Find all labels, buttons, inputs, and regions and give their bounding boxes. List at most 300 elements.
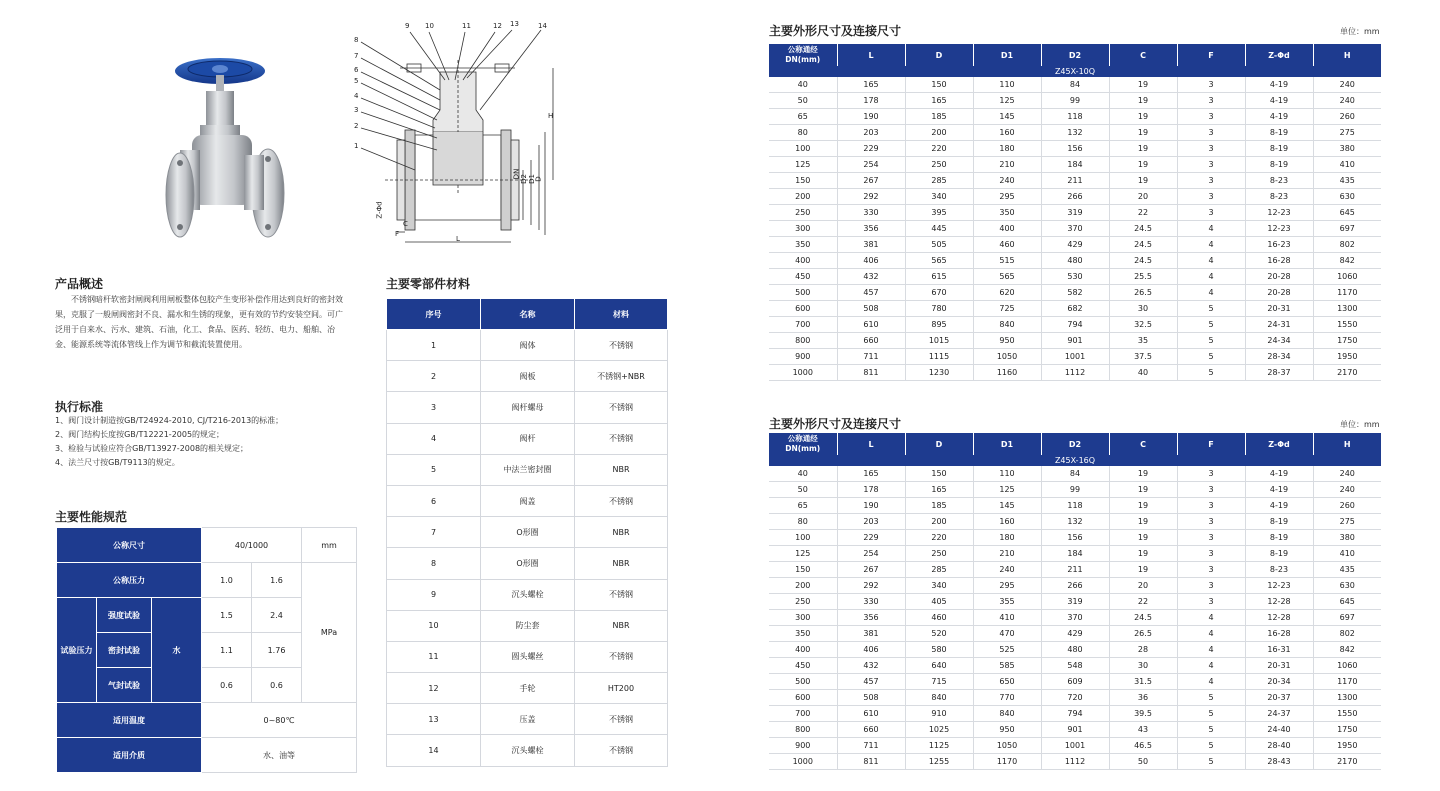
standards-list	[55, 414, 360, 470]
dim-cell: 660	[837, 333, 905, 349]
table-row	[769, 205, 1381, 221]
dim-header-cell: F	[1177, 44, 1245, 66]
dim-cell: 3	[1177, 514, 1245, 530]
callout-1: 1	[354, 142, 359, 150]
dim-cell: 26.5	[1109, 626, 1177, 642]
parts-cell-no: 9	[387, 579, 481, 610]
dim-cell: 19	[1109, 482, 1177, 498]
dim-cell: 125	[769, 157, 837, 173]
dim-cell: 5	[1177, 333, 1245, 349]
dim-cell: 3	[1177, 546, 1245, 562]
dim-cell: 12-23	[1245, 578, 1313, 594]
dim-cell: 22	[1109, 594, 1177, 610]
parts-cell-name: 阀板	[481, 361, 575, 392]
dim-cell: 350	[973, 205, 1041, 221]
dim-cell: 445	[905, 221, 973, 237]
dim-cell: 3	[1177, 125, 1245, 141]
dim-cell: 4	[1177, 642, 1245, 658]
dim-cell: 40	[769, 466, 837, 482]
dim-cell: 1160	[973, 365, 1041, 381]
dim-cell: 406	[837, 642, 905, 658]
dim-cell: 28-43	[1245, 754, 1313, 770]
dim-cell: 200	[905, 125, 973, 141]
dim-header-cell: Z-Φd	[1245, 433, 1313, 455]
dim-header-cell: C	[1109, 433, 1177, 455]
dim-cell: 5	[1177, 317, 1245, 333]
dim-cell: 250	[769, 594, 837, 610]
dim-cell: 39.5	[1109, 706, 1177, 722]
table-row	[769, 626, 1381, 642]
standard-item-4: 4、法兰尺寸按GB/T9113的规定。	[55, 458, 180, 467]
dim-cell: 50	[1109, 754, 1177, 770]
perf-temp-label: 适用温度	[57, 703, 202, 738]
dim-cell: 508	[837, 301, 905, 317]
dim-cell: 1255	[905, 754, 973, 770]
dim-cell: 460	[905, 610, 973, 626]
parts-cell-no: 2	[387, 361, 481, 392]
dim-cell: 370	[1041, 221, 1109, 237]
dim-cell: 24-40	[1245, 722, 1313, 738]
parts-cell-no: 11	[387, 641, 481, 672]
dim-cell: 40	[1109, 365, 1177, 381]
dim-cell: 132	[1041, 125, 1109, 141]
dim-cell: 110	[973, 77, 1041, 93]
callout-7: 7	[354, 52, 359, 60]
dim-cell: 4	[1177, 269, 1245, 285]
table-row	[769, 498, 1381, 514]
perf-air-a: 0.6	[202, 668, 252, 703]
dim-cell: 4-19	[1245, 109, 1313, 125]
dim-cell: 2170	[1313, 365, 1381, 381]
dim-cell: 100	[769, 530, 837, 546]
parts-cell-material: 不锈钢	[575, 423, 668, 454]
dim-cell: 19	[1109, 77, 1177, 93]
dim-cell: 700	[769, 706, 837, 722]
dim-cell: 19	[1109, 157, 1177, 173]
dim-cell: 30	[1109, 658, 1177, 674]
perf-strength-b: 2.4	[252, 598, 302, 633]
dim-cell: 780	[905, 301, 973, 317]
dim-cell: 4	[1177, 285, 1245, 301]
dim-cell: 470	[973, 626, 1041, 642]
dim-cell: 670	[905, 285, 973, 301]
perf-test-pressure-label: 试验压力	[57, 598, 97, 703]
dim-cell: 19	[1109, 546, 1177, 562]
dim-cell: 250	[905, 546, 973, 562]
dim-header-cell: D1	[973, 433, 1041, 455]
callout-11: 11	[462, 22, 471, 30]
dim-cell: 132	[1041, 514, 1109, 530]
dim-cell: 395	[905, 205, 973, 221]
table-row	[769, 317, 1381, 333]
dim-cell: 725	[973, 301, 1041, 317]
dim-cell: 267	[837, 562, 905, 578]
dim-cell: 165	[905, 482, 973, 498]
dim-cell: 330	[837, 205, 905, 221]
dim-cell: 450	[769, 658, 837, 674]
dim-table-2-unit: 单位：mm	[1340, 420, 1380, 429]
dim-cell: 3	[1177, 93, 1245, 109]
parts-cell-name: 防尘套	[481, 610, 575, 641]
dim-cell: 165	[837, 77, 905, 93]
table-row	[769, 285, 1381, 301]
table-row	[769, 546, 1381, 562]
parts-cell-name: 沉头螺栓	[481, 735, 575, 766]
dim-cell: 1060	[1313, 269, 1381, 285]
perf-temp-value: 0~80℃	[202, 703, 357, 738]
perf-strength-test: 强度试验	[97, 598, 152, 633]
parts-cell-name: O形圈	[481, 548, 575, 579]
dim-cell: 260	[1313, 109, 1381, 125]
dim-cell: 99	[1041, 482, 1109, 498]
standard-item-1: 1、阀门设计制造按GB/T24924-2010, CJ/T216-2013的标准；	[55, 416, 284, 425]
dim-cell: 19	[1109, 530, 1177, 546]
dim-cell: 4	[1177, 253, 1245, 269]
dim-cell: 16-28	[1245, 626, 1313, 642]
overview-line-2: 果，克服了一般闸阀密封不良、漏水和生锈的现象，更有效的节约安装空间。可广	[55, 310, 343, 319]
dim-cell: 585	[973, 658, 1041, 674]
dim-cell: 901	[1041, 722, 1109, 738]
table-row	[769, 237, 1381, 253]
dim-cell: 711	[837, 738, 905, 754]
parts-cell-no: 14	[387, 735, 481, 766]
table-row	[769, 173, 1381, 189]
dim-cell: 410	[973, 610, 1041, 626]
dim-cell: 525	[973, 642, 1041, 658]
parts-cell-material: 不锈钢	[575, 579, 668, 610]
dim-cell: 548	[1041, 658, 1109, 674]
dim-header-cell: 公称通经 DN(mm)	[769, 433, 837, 455]
dim-cell: 20-28	[1245, 285, 1313, 301]
parts-cell-name: 阀杆	[481, 423, 575, 454]
dim-cell: 110	[973, 466, 1041, 482]
dim-cell: 582	[1041, 285, 1109, 301]
perf-nominal-pressure-label: 公称压力	[57, 563, 202, 598]
dim-cell: 145	[973, 498, 1041, 514]
dim-cell: 1025	[905, 722, 973, 738]
dim-cell: 28	[1109, 642, 1177, 658]
dim-cell: 620	[973, 285, 1041, 301]
dim-cell: 802	[1313, 237, 1381, 253]
dim-cell: 900	[769, 738, 837, 754]
table-row	[387, 579, 668, 610]
dim-cell: 697	[1313, 221, 1381, 237]
dim-cell: 150	[905, 77, 973, 93]
dim-cell: 3	[1177, 482, 1245, 498]
overview-text	[55, 292, 360, 352]
table-row	[387, 392, 668, 423]
dim-cell: 190	[837, 498, 905, 514]
dim-cell: 4-19	[1245, 466, 1313, 482]
dim-cell: 3	[1177, 189, 1245, 205]
dim-cell: 240	[973, 173, 1041, 189]
dim-cell: 1750	[1313, 333, 1381, 349]
dim-cell: 910	[905, 706, 973, 722]
dim-cell: 900	[769, 349, 837, 365]
dim-cell: 3	[1177, 562, 1245, 578]
dim-cell: 600	[769, 690, 837, 706]
dim-cell: 185	[905, 109, 973, 125]
dim-cell: 24.5	[1109, 253, 1177, 269]
dim-cell: 32.5	[1109, 317, 1177, 333]
dim-cell: 1112	[1041, 754, 1109, 770]
table-row	[769, 530, 1381, 546]
dim-header-row	[769, 433, 1381, 455]
performance-table	[56, 527, 357, 773]
dim-cell: 19	[1109, 466, 1177, 482]
dim-cell: 125	[769, 546, 837, 562]
dim-cell: 457	[837, 674, 905, 690]
table-row	[769, 125, 1381, 141]
dim-cell: 295	[973, 578, 1041, 594]
dim-cell: 24.5	[1109, 221, 1177, 237]
dim-cell: 1230	[905, 365, 973, 381]
table-row	[769, 333, 1381, 349]
parts-title: 主要零部件材料	[386, 277, 471, 291]
dim-cell: 12-23	[1245, 205, 1313, 221]
dim-cell: 12-28	[1245, 594, 1313, 610]
callout-4: 4	[354, 92, 359, 100]
parts-cell-name: 手轮	[481, 673, 575, 704]
dim-cell: 145	[973, 109, 1041, 125]
dim-label-h: H	[548, 112, 554, 120]
dim-cell: 480	[1041, 253, 1109, 269]
parts-cell-no: 10	[387, 610, 481, 641]
dim-cell: 340	[905, 189, 973, 205]
dim-cell: 1550	[1313, 706, 1381, 722]
dim-cell: 410	[1313, 157, 1381, 173]
dim-cell: 266	[1041, 578, 1109, 594]
dim-cell: 275	[1313, 514, 1381, 530]
table-row	[387, 454, 668, 485]
dim-cell: 150	[905, 466, 973, 482]
dim-cell: 842	[1313, 253, 1381, 269]
dim-model-label: Z45X-16Q	[769, 455, 1381, 466]
table-row	[769, 77, 1381, 93]
dim-cell: 565	[973, 269, 1041, 285]
dim-cell: 180	[973, 530, 1041, 546]
perf-media-value: 水、油等	[202, 738, 357, 773]
dim-cell: 515	[973, 253, 1041, 269]
dim-cell: 400	[973, 221, 1041, 237]
dim-header-cell: H	[1313, 433, 1381, 455]
dim-cell: 435	[1313, 562, 1381, 578]
table-row	[769, 189, 1381, 205]
perf-unit-mm: mm	[302, 528, 357, 563]
dim-cell: 1170	[1313, 285, 1381, 301]
dim-cell: 1170	[1313, 674, 1381, 690]
dim-cell: 80	[769, 514, 837, 530]
dim-cell: 530	[1041, 269, 1109, 285]
dim-cell: 35	[1109, 333, 1177, 349]
parts-cell-no: 7	[387, 517, 481, 548]
overview-line-4: 金、能源系统等流体管线上作为调节和截流装置使用。	[55, 340, 247, 349]
dim-cell: 24.5	[1109, 237, 1177, 253]
dim-table-1-title: 主要外形尺寸及连接尺寸	[769, 24, 902, 38]
parts-header-material: 材料	[575, 299, 668, 330]
perf-air-test: 气封试验	[97, 668, 152, 703]
perf-pressure-b: 1.6	[252, 563, 302, 598]
table-row	[769, 141, 1381, 157]
parts-cell-material: 不锈钢	[575, 704, 668, 735]
parts-cell-material: NBR	[575, 548, 668, 579]
table-row	[769, 642, 1381, 658]
dim-cell: 254	[837, 546, 905, 562]
dim-cell: 8-19	[1245, 125, 1313, 141]
table-row	[769, 365, 1381, 381]
dim-cell: 210	[973, 157, 1041, 173]
parts-cell-no: 12	[387, 673, 481, 704]
dim-cell: 150	[769, 173, 837, 189]
dim-cell: 165	[837, 466, 905, 482]
dim-cell: 460	[973, 237, 1041, 253]
parts-cell-name: 中法兰密封圈	[481, 454, 575, 485]
dim-cell: 4	[1177, 237, 1245, 253]
dim-cell: 3	[1177, 530, 1245, 546]
dim-cell: 5	[1177, 754, 1245, 770]
dim-cell: 600	[769, 301, 837, 317]
dim-cell: 794	[1041, 706, 1109, 722]
dim-cell: 1112	[1041, 365, 1109, 381]
dim-cell: 630	[1313, 578, 1381, 594]
dim-cell: 65	[769, 109, 837, 125]
dim-cell: 630	[1313, 189, 1381, 205]
dim-cell: 28-40	[1245, 738, 1313, 754]
overview-line-3: 泛用于自来水、污水、建筑、石油，化工、食品、医药、轻纺、电力、船舶、冶	[55, 325, 335, 334]
dim-cell: 319	[1041, 594, 1109, 610]
dim-cell: 340	[905, 578, 973, 594]
parts-cell-no: 5	[387, 454, 481, 485]
dim-cell: 682	[1041, 301, 1109, 317]
parts-cell-name: O形圈	[481, 517, 575, 548]
dim-cell: 3	[1177, 498, 1245, 514]
dim-cell: 697	[1313, 610, 1381, 626]
callout-5: 5	[354, 77, 359, 85]
table-row	[769, 562, 1381, 578]
callout-3: 3	[354, 106, 359, 114]
dim-cell: 842	[1313, 642, 1381, 658]
dim-cell: 609	[1041, 674, 1109, 690]
dim-cell: 480	[1041, 642, 1109, 658]
dim-cell: 292	[837, 578, 905, 594]
dim-cell: 450	[769, 269, 837, 285]
parts-cell-no: 4	[387, 423, 481, 454]
dim-cell: 20-34	[1245, 674, 1313, 690]
standards-title: 执行标准	[55, 400, 104, 414]
dim-cell: 19	[1109, 514, 1177, 530]
dim-cell: 20	[1109, 578, 1177, 594]
dim-cell: 432	[837, 658, 905, 674]
dim-cell: 100	[769, 141, 837, 157]
perf-pressure-a: 1.0	[202, 563, 252, 598]
dim-cell: 24.5	[1109, 610, 1177, 626]
dim-cell: 1300	[1313, 690, 1381, 706]
dim-cell: 24-37	[1245, 706, 1313, 722]
dim-cell: 505	[905, 237, 973, 253]
table-row	[769, 594, 1381, 610]
dim-cell: 5	[1177, 301, 1245, 317]
table-row	[769, 738, 1381, 754]
parts-cell-material: 不锈钢	[575, 735, 668, 766]
dim-cell: 500	[769, 285, 837, 301]
table-row	[387, 735, 668, 766]
dim-label-d1: D1	[527, 174, 536, 184]
dim-cell: 410	[1313, 546, 1381, 562]
dim-cell: 30	[1109, 301, 1177, 317]
parts-header-no: 序号	[387, 299, 481, 330]
dim-cell: 220	[905, 141, 973, 157]
dim-cell: 84	[1041, 466, 1109, 482]
table-row	[769, 93, 1381, 109]
dim-cell: 31.5	[1109, 674, 1177, 690]
dim-cell: 16-28	[1245, 253, 1313, 269]
dim-cell: 19	[1109, 498, 1177, 514]
dim-cell: 5	[1177, 722, 1245, 738]
dim-model-row	[769, 66, 1381, 77]
dim-cell: 160	[973, 514, 1041, 530]
dim-cell: 8-19	[1245, 530, 1313, 546]
dim-cell: 19	[1109, 93, 1177, 109]
dim-cell: 3	[1177, 466, 1245, 482]
dim-cell: 210	[973, 546, 1041, 562]
dim-cell: 28-34	[1245, 349, 1313, 365]
dim-cell: 285	[905, 562, 973, 578]
dim-cell: 429	[1041, 626, 1109, 642]
dim-cell: 380	[1313, 530, 1381, 546]
dim-cell: 1950	[1313, 349, 1381, 365]
parts-cell-name: 阀杆螺母	[481, 392, 575, 423]
dim-cell: 125	[973, 482, 1041, 498]
table-row	[387, 641, 668, 672]
dim-cell: 19	[1109, 141, 1177, 157]
dim-cell: 4	[1177, 610, 1245, 626]
parts-cell-name: 阀体	[481, 330, 575, 361]
dim-cell: 240	[1313, 77, 1381, 93]
dim-cell: 200	[905, 514, 973, 530]
dim-cell: 165	[905, 93, 973, 109]
dim-cell: 37.5	[1109, 349, 1177, 365]
dim-cell: 203	[837, 125, 905, 141]
dim-cell: 432	[837, 269, 905, 285]
dim-header-cell: L	[837, 433, 905, 455]
dim-cell: 211	[1041, 562, 1109, 578]
dim-cell: 5	[1177, 738, 1245, 754]
dim-cell: 240	[1313, 93, 1381, 109]
dim-header-cell: D2	[1041, 44, 1109, 66]
dim-cell: 16-31	[1245, 642, 1313, 658]
dim-cell: 4-19	[1245, 498, 1313, 514]
dim-cell: 950	[973, 722, 1041, 738]
dim-cell: 770	[973, 690, 1041, 706]
dim-model-label: Z45X-10Q	[769, 66, 1381, 77]
dim-cell: 190	[837, 109, 905, 125]
perf-nominal-size-value: 40/1000	[202, 528, 302, 563]
callout-6: 6	[354, 66, 359, 74]
dim-cell: 615	[905, 269, 973, 285]
dim-cell: 156	[1041, 530, 1109, 546]
dim-cell: 3	[1177, 594, 1245, 610]
dim-cell: 229	[837, 141, 905, 157]
dim-label-d: D	[534, 176, 543, 182]
dim-cell: 895	[905, 317, 973, 333]
table-row	[769, 221, 1381, 237]
dim-cell: 1001	[1041, 738, 1109, 754]
parts-cell-material: NBR	[575, 610, 668, 641]
perf-unit-mpa: MPa	[302, 563, 357, 703]
table-row	[769, 754, 1381, 770]
dim-cell: 330	[837, 594, 905, 610]
dim-cell: 640	[905, 658, 973, 674]
